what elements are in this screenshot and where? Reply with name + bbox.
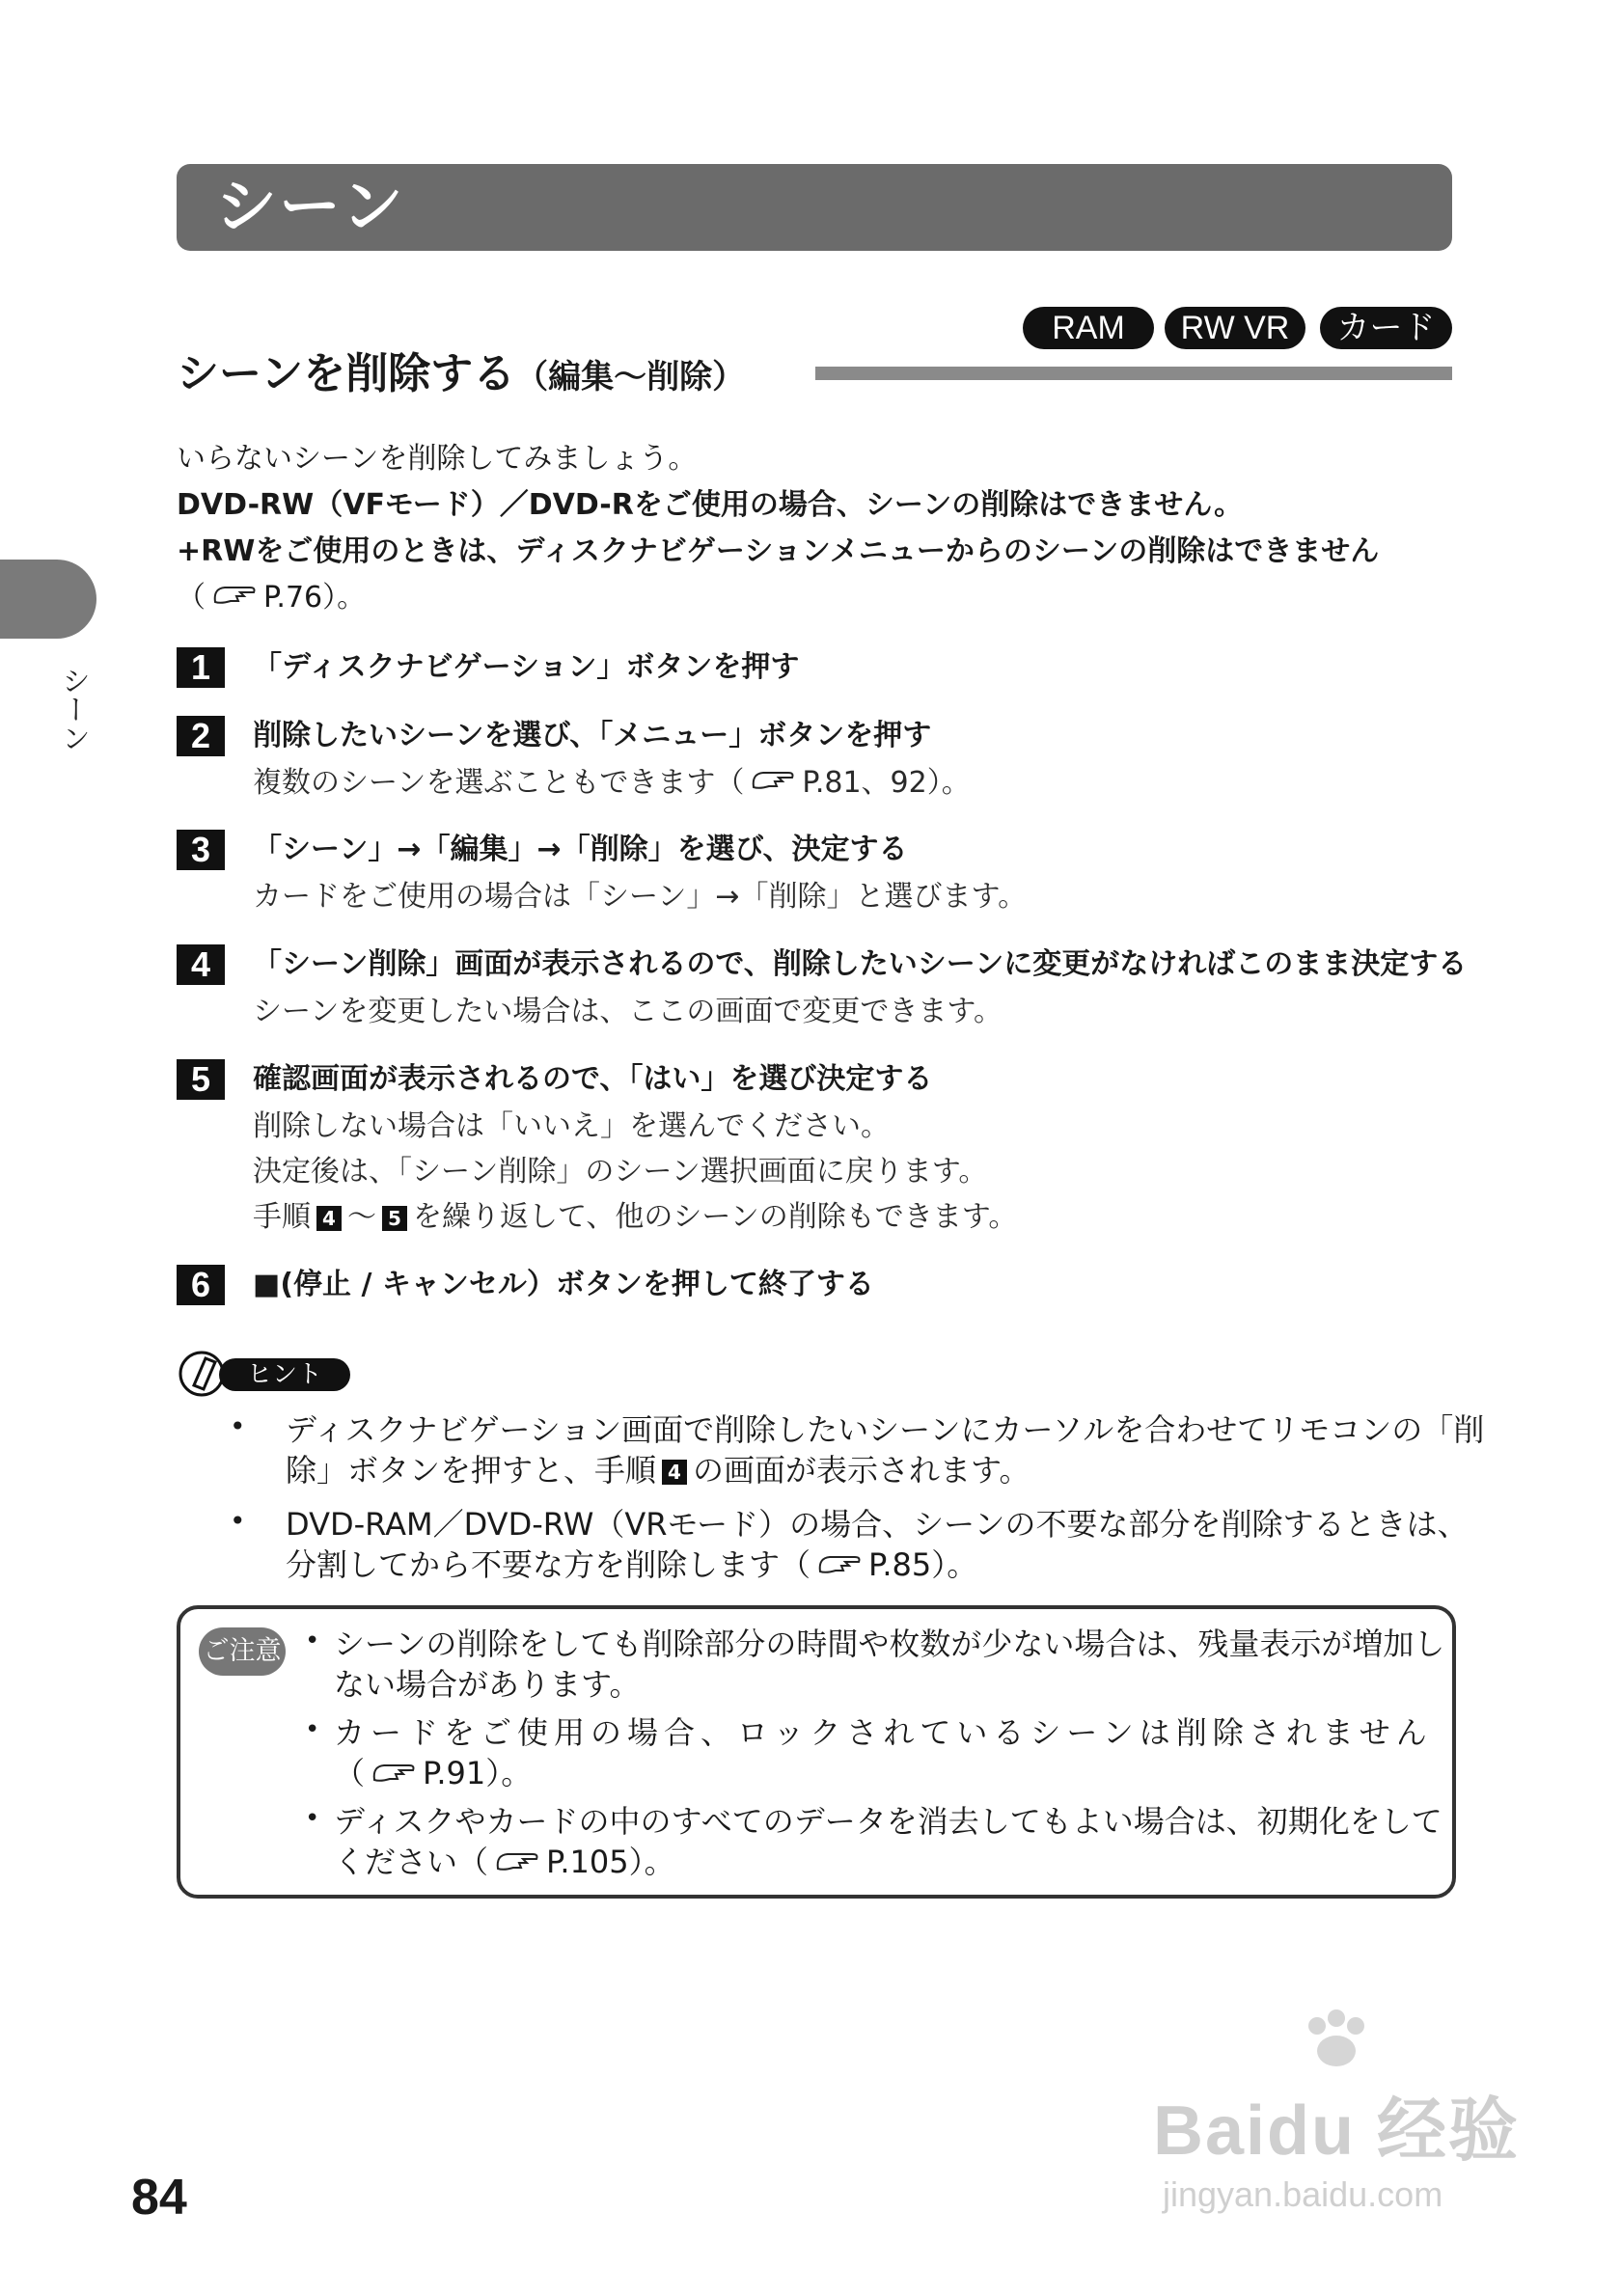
hint-item-1-text: 除」ボタンを押すと、手順 (286, 1452, 657, 1489)
chapter-title-bar (177, 164, 1452, 251)
side-tab (0, 560, 96, 639)
caution-badge: ご注意 (199, 1627, 286, 1676)
section-heading-sub: （編集〜削除） (515, 358, 746, 396)
inline-step-number: 4 (662, 1460, 687, 1485)
page-reference-icon (494, 1843, 540, 1885)
page-number: 84 (131, 2170, 187, 2226)
hint-item-1-post: の画面が表示されます。 (693, 1452, 1030, 1489)
intro-ref-page: P.76）。 (263, 581, 367, 615)
page-reference-icon (371, 1754, 417, 1796)
hint-item-2-text: 分割してから不要な方を削除します（ (286, 1546, 811, 1583)
step-5-body-2: 決定後は、「シーン削除」のシーン選択画面に戻ります。 (253, 1155, 988, 1189)
caution-item-3-line-2 (334, 1841, 1468, 1885)
caution-bullet-2: • (305, 1715, 320, 1744)
hint-bullet-1: • (230, 1410, 246, 1442)
page-reference-icon (211, 576, 258, 622)
watermark (1153, 2074, 1520, 2215)
step-5-body-3 (253, 1194, 1017, 1240)
intro-line-1: いらないシーンを削除してみましょう。 (177, 442, 698, 476)
caution-item-2-line-1: カードをご使用の場合、ロックされているシーンは削除されません (334, 1714, 1433, 1751)
step-2-body-text: 複数のシーンを選ぶこともできます（ (253, 766, 745, 800)
step-3-body: カードをご使用の場合は「シーン」→「削除」と選びます。 (253, 880, 1028, 914)
hint-item-2-line-2 (286, 1544, 977, 1588)
media-tag-ram: RAM (1023, 307, 1154, 349)
hint-item-2-line-1: DVD-RAM／DVD-RW（VRモード）の場合、シーンの不要な部分を削除するときは、 (286, 1506, 1469, 1543)
caution-item-3-ref: P.105）。 (546, 1844, 675, 1880)
hint-badge (177, 1349, 350, 1399)
step-1-title: 「ディスクナビゲーション」ボタンを押す (253, 650, 800, 684)
hint-item-1-line-2 (286, 1449, 1030, 1491)
intro-ref-open: （ (177, 581, 206, 615)
step-number-1: 1 (177, 647, 225, 688)
hint-item-2-ref: P.85）。 (868, 1546, 978, 1583)
intro-line-4 (177, 575, 366, 622)
step-number-2: 2 (177, 716, 225, 756)
page-reference-icon (750, 761, 796, 806)
step-2-title: 削除したいシーンを選び、「メニュー」ボタンを押す (253, 719, 932, 752)
inline-step-number: 4 (316, 1206, 342, 1231)
step-5-body-3-mid: 〜 (347, 1200, 376, 1234)
step-number-3: 3 (177, 830, 225, 870)
side-label: シーン (56, 666, 90, 752)
media-tag-card: カード (1320, 307, 1452, 349)
step-5-body-1: 削除しない場合は「いいえ」を選んでください。 (253, 1109, 890, 1143)
step-5-title: 確認画面が表示されるので、「はい」を選び決定する (253, 1062, 933, 1096)
step-number-4: 4 (177, 944, 225, 985)
section-heading-main: シーンを削除する (177, 349, 516, 398)
hint-item-1-line-1: ディスクナビゲーション画面で削除したいシーンにカーソルを合わせてリモコンの「削 (286, 1411, 1485, 1448)
page-reference-icon (816, 1545, 863, 1588)
step-3-title: 「シーン」→「編集」→「削除」を選び、決定する (253, 833, 908, 866)
caution-item-2-line-2 (334, 1752, 1468, 1796)
caution-bullet-3: • (305, 1804, 320, 1833)
caution-item-2-open: （ (334, 1755, 366, 1791)
caution-item-3-line-1: ディスクやカードの中のすべてのデータを消去してもよい場合は、初期化をして (334, 1803, 1442, 1840)
hint-bullet-2: • (230, 1505, 246, 1537)
step-2-body (253, 760, 971, 806)
caution-item-1-line-1: シーンの削除をしても削除部分の時間や枚数が少ない場合は、残量表示が増加し (334, 1626, 1445, 1662)
heading-rule (815, 367, 1452, 380)
step-number-5: 5 (177, 1059, 225, 1100)
chapter-title: シーン (215, 172, 405, 243)
step-6-title: ■(停止 / キャンセル）ボタンを押して終了する (253, 1268, 874, 1301)
hint-label: ヒント (219, 1358, 350, 1391)
inline-step-number: 5 (382, 1206, 407, 1231)
intro-line-2: DVD-RW（VFモード）／DVD-Rをご使用の場合、シーンの削除はできません。 (177, 488, 1244, 522)
section-heading (177, 347, 745, 404)
step-4-body: シーンを変更したい場合は、ここの画面で変更できます。 (253, 995, 1003, 1028)
step-5-body-3-pre: 手順 (253, 1200, 311, 1234)
step-2-body-ref: P.81、92）。 (802, 766, 971, 800)
step-5-body-3-post: を繰り返して、他のシーンの削除もできます。 (413, 1200, 1018, 1234)
watermark-brand: Baidu 经验 (1153, 2092, 1521, 2170)
step-number-6: 6 (177, 1265, 225, 1305)
caution-item-2-ref: P.91）。 (423, 1755, 533, 1791)
caution-bullet-1: • (305, 1626, 320, 1655)
intro-line-3: +RWをご使用のときは、ディスクナビゲーションメニューからのシーンの削除はできません (177, 534, 1380, 568)
media-tag-rw-vr: RW VR (1165, 307, 1305, 349)
watermark-paw-icon (1298, 2007, 1375, 2078)
caution-item-1-line-2: ない場合があります。 (334, 1666, 641, 1703)
step-4-title: 「シーン削除」画面が表示されるので、削除したいシーンに変更がなければこのまま決定する (253, 947, 1468, 981)
caution-item-3-text: ください（ (334, 1844, 489, 1880)
watermark-url: jingyan.baidu.com (1163, 2174, 1443, 2214)
